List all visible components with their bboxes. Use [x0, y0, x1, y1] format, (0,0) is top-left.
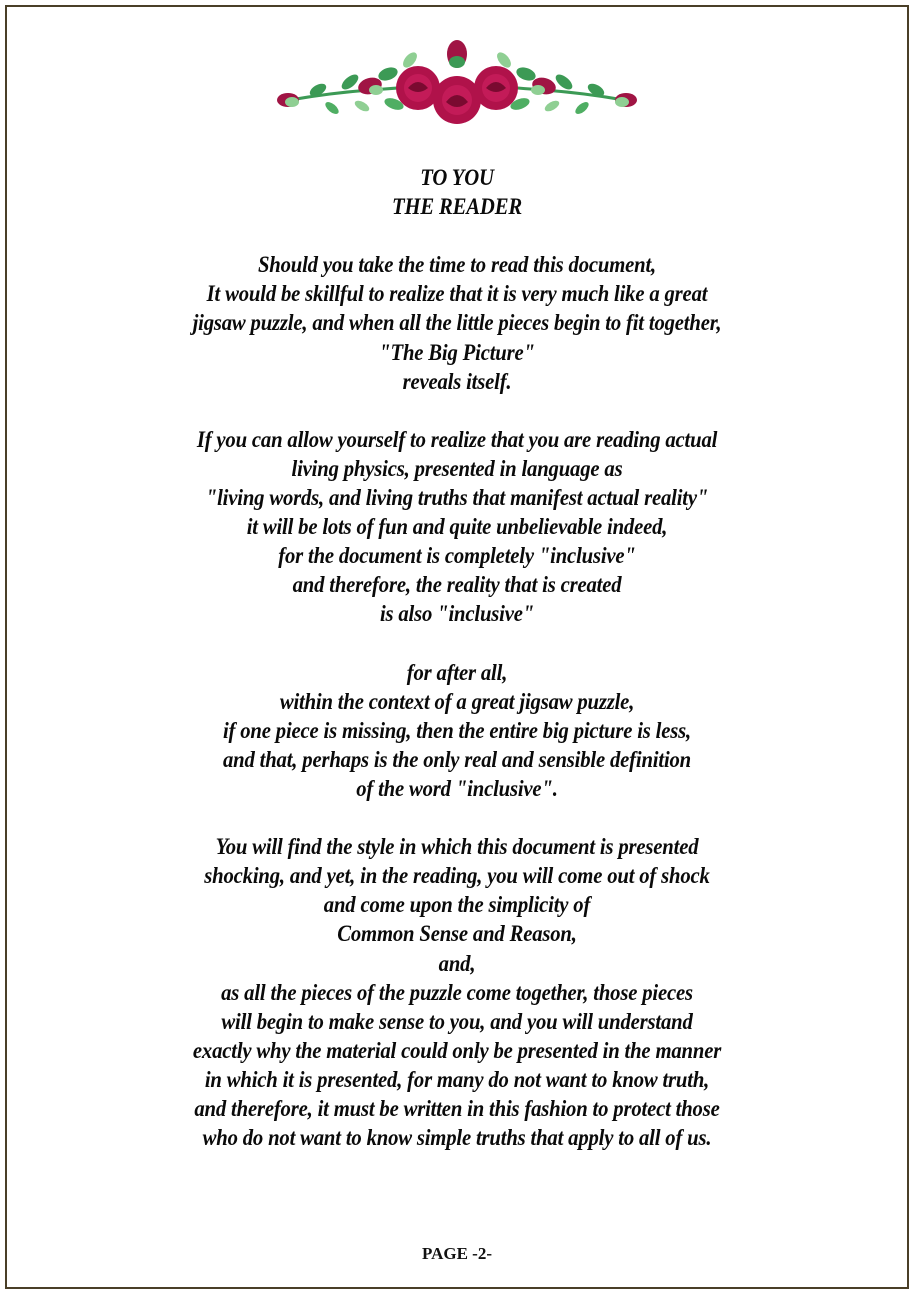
- text-line: of the word "inclusive".: [356, 775, 558, 801]
- rose-garland-icon: [270, 38, 644, 128]
- text-line: shocking, and yet, in the reading, you will come out of shock: [204, 863, 710, 889]
- text-line: it will be lots of fun and quite unbelievable indeed,: [246, 514, 668, 540]
- text-line: and therefore, it must be written in this fashion to protect those: [194, 1096, 720, 1121]
- page-number: PAGE -2-: [421, 1244, 493, 1263]
- text-line: for the document is completely "inclusive": [278, 543, 636, 569]
- text-line: for after all,: [406, 659, 508, 685]
- text-line: "living words, and living truths that manifest actual reality": [205, 485, 709, 511]
- text-line: jigsaw puzzle, and when all the little pieces begin to fit together,: [192, 310, 722, 336]
- paragraph-3: [0, 658, 914, 803]
- text-line: "The Big Picture": [379, 339, 535, 365]
- text-line: reveals itself.: [402, 368, 512, 394]
- text-line: will begin to make sense to you, and you will understand: [221, 1008, 693, 1034]
- text-line: as all the pieces of the puzzle come together, those pieces: [221, 979, 693, 1005]
- paragraph-2: [0, 425, 914, 629]
- text-line: Should you take the time to read this document,: [257, 252, 657, 278]
- text-line: Common Sense and Reason,: [337, 921, 577, 947]
- title: [0, 163, 914, 221]
- text-line: living physics, presented in language as: [291, 455, 623, 481]
- text-line: If you can allow yourself to realize that you are reading actual: [196, 426, 718, 452]
- text-line: It would be skillful to realize that it is very much like a great: [206, 281, 708, 307]
- title-line: THE READER: [392, 194, 522, 220]
- text-line: You will find the style in which this document is presented: [215, 834, 699, 860]
- text-line: in which it is presented, for many do not want to know truth,: [204, 1066, 710, 1092]
- text-line: if one piece is missing, then the entire big picture is less,: [222, 717, 691, 743]
- text-line: within the context of a great jigsaw puzzle,: [279, 688, 635, 714]
- paragraph-4: [0, 832, 914, 1152]
- text-line: and therefore, the reality that is created: [292, 572, 622, 598]
- text-line: who do not want to know simple truths that apply to all of us.: [202, 1125, 712, 1151]
- text-line: is also "inclusive": [379, 601, 535, 627]
- text-line: and that, perhaps is the only real and sensible definition: [222, 746, 692, 772]
- paragraph-1: [0, 250, 914, 395]
- document-body: [0, 163, 914, 1152]
- text-line: and,: [438, 950, 476, 976]
- text-line: exactly why the material could only be presented in the manner: [192, 1037, 722, 1063]
- title-line: TO YOU: [420, 165, 494, 190]
- text-line: and come upon the simplicity of: [323, 892, 591, 918]
